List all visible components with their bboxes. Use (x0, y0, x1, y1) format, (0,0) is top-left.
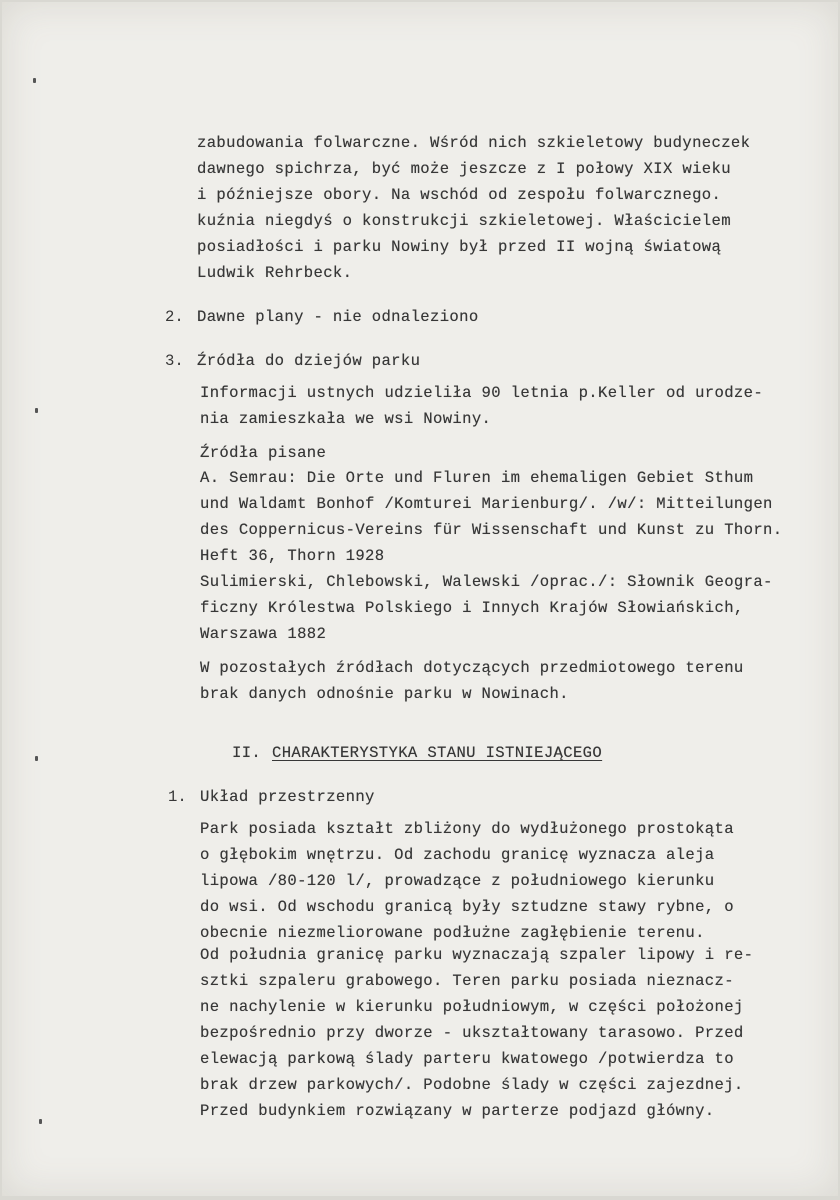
text-line: i późniejsze obory. Na wschód od zespołu folwarcznego. (197, 186, 722, 204)
item-heading: Układ przestrzenny (200, 788, 375, 806)
text-line: dawnego spichrza, być może jeszcze z I połowy XIX wieku (197, 160, 731, 178)
item-text: Dawne plany - nie odnaleziono (197, 308, 479, 326)
item-heading: Źródła do dziejów parku (197, 352, 421, 370)
reference-line: ficzny Królestwa Polskiego i Innych Krajów Słowiańskich, (200, 599, 744, 617)
margin-mark (35, 756, 38, 761)
text-line: elewacją parkową ślady parteru kwatowego /potwierdza to (200, 1050, 734, 1068)
text-line: Informacji ustnych udzieliła 90 letnia p.Keller od urodze- (200, 384, 764, 402)
document-page (2, 2, 838, 1196)
text-line: sztki szpaleru grabowego. Teren parku posiada nieznacz- (200, 972, 734, 990)
text-line: obecnie niezmeliorowane podłużne zagłębienie terenu. (200, 924, 705, 942)
text-line: nia zamieszkała we wsi Nowiny. (200, 410, 492, 428)
section-title: CHARAKTERYSTYKA STANU ISTNIEJĄCEGO (272, 744, 603, 762)
text-line: Od południa granicę parku wyznaczają szpaler lipowy i re- (200, 946, 754, 964)
margin-mark (33, 78, 36, 83)
section-number: II. (232, 744, 262, 762)
reference-line: Warszawa 1882 (200, 625, 327, 643)
text-line: zabudowania folwarczne. Wśród nich szkieletowy budyneczek (197, 134, 751, 152)
text-line: brak drzew parkowych/. Podobne ślady w części zajezdnej. (200, 1076, 744, 1094)
text-line: o głębokim wnętrzu. Od zachodu granicę wyznacza aleja (200, 846, 715, 864)
text-line: posiadłości i parku Nowiny był przed II wojną światową (197, 238, 722, 256)
text-line: Ludwik Rehrbeck. (197, 264, 353, 282)
margin-mark (39, 1119, 42, 1124)
margin-mark (35, 408, 38, 413)
text-line: lipowa /80-120 l/, prowadzące z południowego kierunku (200, 872, 715, 890)
text-line: do wsi. Od wschodu granicą były sztudzne stawy rybne, o (200, 898, 734, 916)
reference-line: A. Semrau: Die Orte und Fluren im ehemaligen Gebiet Sthum (200, 469, 754, 487)
text-line: Przed budynkiem rozwiązany w parterze podjazd główny. (200, 1102, 715, 1120)
reference-line: Heft 36, Thorn 1928 (200, 547, 385, 565)
subheading: Źródła pisane (200, 444, 327, 462)
text-line: kuźnia niegdyś o konstrukcji szkieletowej. Właścicielem (197, 212, 731, 230)
text-line: bezpośrednio przy dworze - ukształtowany tarasowo. Przed (200, 1024, 744, 1042)
reference-line: des Coppernicus-Vereins für Wissenschaft und Kunst zu Thorn. (200, 521, 783, 539)
reference-line: Sulimierski, Chlebowski, Walewski /oprac./: Słownik Geogra- (200, 573, 773, 591)
item-number: 2. (165, 308, 184, 326)
item-number: 3. (165, 352, 184, 370)
reference-line: und Waldamt Bonhof /Komturei Marienburg/. /w/: Mitteilungen (200, 495, 773, 513)
item-number: 1. (168, 788, 187, 806)
text-line: brak danych odnośnie parku w Nowinach. (200, 685, 569, 703)
text-line: W pozostałych źródłach dotyczących przedmiotowego terenu (200, 659, 744, 677)
text-line: ne nachylenie w kierunku południowym, w części położonej (200, 998, 744, 1016)
text-line: Park posiada kształt zbliżony do wydłużonego prostokąta (200, 820, 734, 838)
